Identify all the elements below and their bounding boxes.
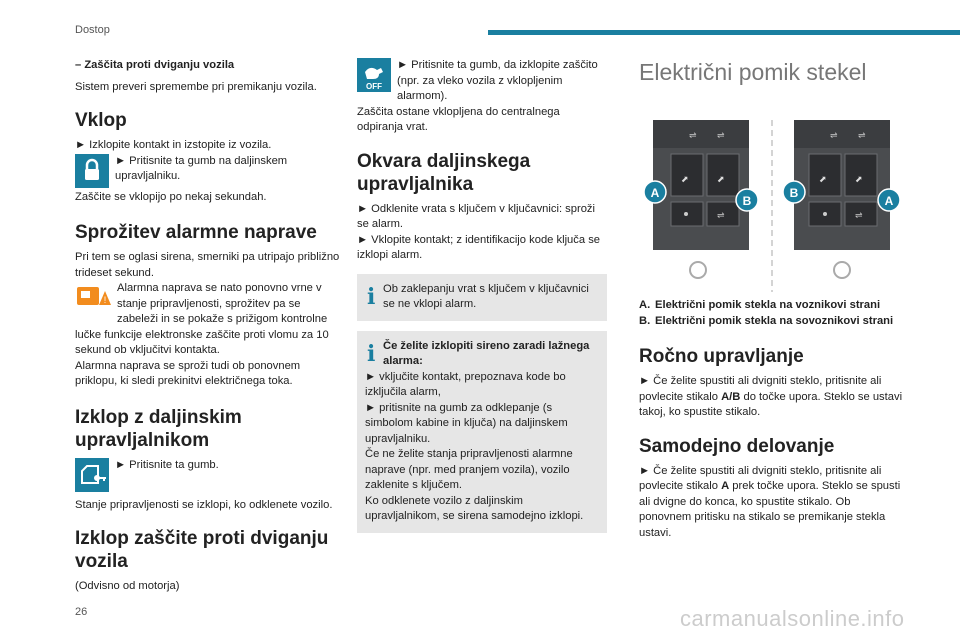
heading-rocno: Ročno upravljanje [639, 346, 804, 367]
legend [639, 298, 905, 329]
section-title: Električni pomik stekel [639, 59, 867, 85]
heading-sprozitev: Sprožitev alarmne naprave [75, 222, 317, 243]
sprozitev-text-3: Alarmna naprava se sproži tudi ob ponovnem priklopu, ki sledi prekinitvi električnega toka. [75, 359, 301, 387]
legend-a-text: Električni pomik stekla na voznikovi strani [655, 299, 881, 311]
okvara-step-1: ► Odklenite vrata s ključem v ključavnici: sproži se alarm. [357, 202, 596, 230]
badge-a-right: A [884, 194, 894, 208]
svg-text:⬈: ⬈ [717, 175, 725, 185]
window-switch-illustration [639, 92, 905, 292]
vklop-step-2-block [75, 154, 340, 190]
samo-text-b: prek točke upora. Steklo se spusti ali dvigne do konca, ko spustite stikalo. Ob ponovnem pritisku na stikalo se premikanje stekla ustavi. [639, 480, 901, 539]
badge-a-left: A [650, 186, 660, 200]
column-2 [357, 58, 607, 533]
izklop-step-1: ► Pritisnite ta gumb. [115, 458, 219, 471]
okvara-step-2: ► Vklopite kontakt; z identifikacijo kode ključa se izklopi alarm. [357, 233, 601, 261]
sprozitev-text-2: Alarmna naprava se nato ponovno vrne v stanje pripravljenosti, sprožitev pa se zabeleži in se pokaže s prižigom kontrolne lučke funkcije elektronske zaščite proti vlomu za 10 sekund ob vključitvi kontakta. [75, 282, 329, 356]
legend-a-label: A. [639, 299, 651, 311]
section-header: Dostop [75, 24, 110, 36]
anti-lift-text: Sistem preveri spremembe pri premikanju vozila. [75, 80, 317, 93]
heading-izklop-dvig: Izklop zaščite proti dviganju vozila [75, 528, 329, 572]
izklop-step-block [75, 458, 340, 494]
heading-okvara: Okvara daljinskega upravljalnika [357, 150, 531, 195]
rocno-text [639, 374, 905, 421]
svg-text:⬈: ⬈ [855, 175, 863, 185]
svg-text:⇌: ⇌ [717, 211, 725, 221]
note-2-line-2: ► pritisnite na gumb za odklepanje (s simbolom kabine in ključa) na daljinskem upravljalniku. [365, 401, 568, 445]
off-label: OFF [366, 82, 382, 91]
watermark: carmanualsonline.info [680, 606, 905, 631]
samodejno-text [639, 464, 905, 542]
svg-text:⬈: ⬈ [681, 175, 689, 185]
info-note-1 [357, 274, 607, 321]
svg-text:⇌: ⇌ [858, 131, 866, 141]
anti-lift-title: – Zaščita proti dviganju vozila [75, 59, 235, 71]
rocno-switch-label: A/B [721, 390, 741, 403]
izklop-text: Stanje pripravljenosti se izklopi, ko odklenete vozilo. [75, 498, 333, 511]
off-step-block [357, 58, 607, 105]
heading-vklop: Vklop [75, 110, 127, 131]
alarm-warning-icon [75, 281, 111, 311]
samo-text-a: ► Če želite spustiti ali dvigniti steklo, pritisnite ali povlecite stikalo [639, 464, 882, 492]
lock-icon [75, 154, 109, 188]
page-number: 26 [75, 606, 88, 618]
heading-samodejno: Samodejno delovanje [639, 435, 835, 457]
legend-b-text: Električni pomik stekla na sovoznikovi strani [655, 314, 894, 327]
note-2-line-1: ► vključite kontakt, prepoznava kode bo izključila alarm, [365, 370, 566, 398]
svg-text:⬈: ⬈ [819, 175, 827, 185]
note-2-line-4: Ko odklenete vozilo z daljinskim upravljalnikom, se sirena samodejno izklopi. [365, 494, 584, 522]
steering-wheel-icon [690, 262, 706, 278]
sprozitev-text-1: Pri tem se oglasi sirena, smerniki pa utripajo približno trideset sekund. [75, 251, 340, 279]
info-note-2 [357, 331, 607, 533]
vklop-step-3: Zaščite se vklopijo po nekaj sekundah. [75, 190, 267, 203]
anti-lift-off-icon [357, 58, 391, 92]
vklop-step-2: ► Pritisnite ta gumb na daljinskem upravljalniku. [115, 154, 288, 182]
samo-switch-label: A [721, 480, 730, 492]
svg-text:⇌: ⇌ [830, 131, 838, 141]
off-text-2: Zaščita ostane vklopljena do centralnega odpiranja vrat. [357, 105, 560, 133]
off-step-text: ► Pritisnite ta gumb, da izklopite zaščito (npr. za vleko vozila z vklopljenim alarmom). [397, 59, 598, 102]
column-1 [75, 58, 340, 595]
note-2-title: Če želite izklopiti sireno zaradi lažnega alarma: [383, 339, 590, 367]
svg-text:⇌: ⇌ [717, 131, 725, 141]
rocno-text-a: ► Če želite spustiti ali dvigniti steklo, pritisnite ali povlecite stikalo [639, 375, 882, 403]
note-1-text: Ob zaklepanju vrat s ključem v ključavnici se ne vklopi alarm. [383, 282, 589, 310]
unlock-vehicle-icon [75, 458, 109, 492]
legend-b-label: B. [639, 314, 651, 327]
header-accent-bar [488, 30, 960, 35]
vklop-step-1: ► Izklopite kontakt in izstopite iz vozila. [75, 139, 272, 151]
rocno-text-b: do točke upora. Steklo se ustavi takoj, ko spustite stikalo. [639, 390, 903, 418]
izklop-dvig-text: (Odvisno od motorja) [75, 580, 180, 592]
svg-text:⇌: ⇌ [689, 131, 697, 141]
badge-b-left: B [742, 194, 752, 208]
svg-text:!: ! [103, 295, 107, 305]
badge-b-right: B [789, 186, 799, 200]
svg-text:⇌: ⇌ [855, 211, 863, 221]
note-2-line-3: Če ne želite stanja pripravljenosti alarmne naprave (npr. med pranjem vozila), vozilo zaklenite s ključem. [365, 448, 573, 491]
column-3 [639, 58, 905, 541]
info-icon: i [367, 283, 376, 310]
steering-wheel-icon [834, 262, 850, 278]
heading-izklop: Izklop z daljinskim upravljalnikom [75, 406, 242, 451]
info-icon: i [367, 340, 376, 367]
